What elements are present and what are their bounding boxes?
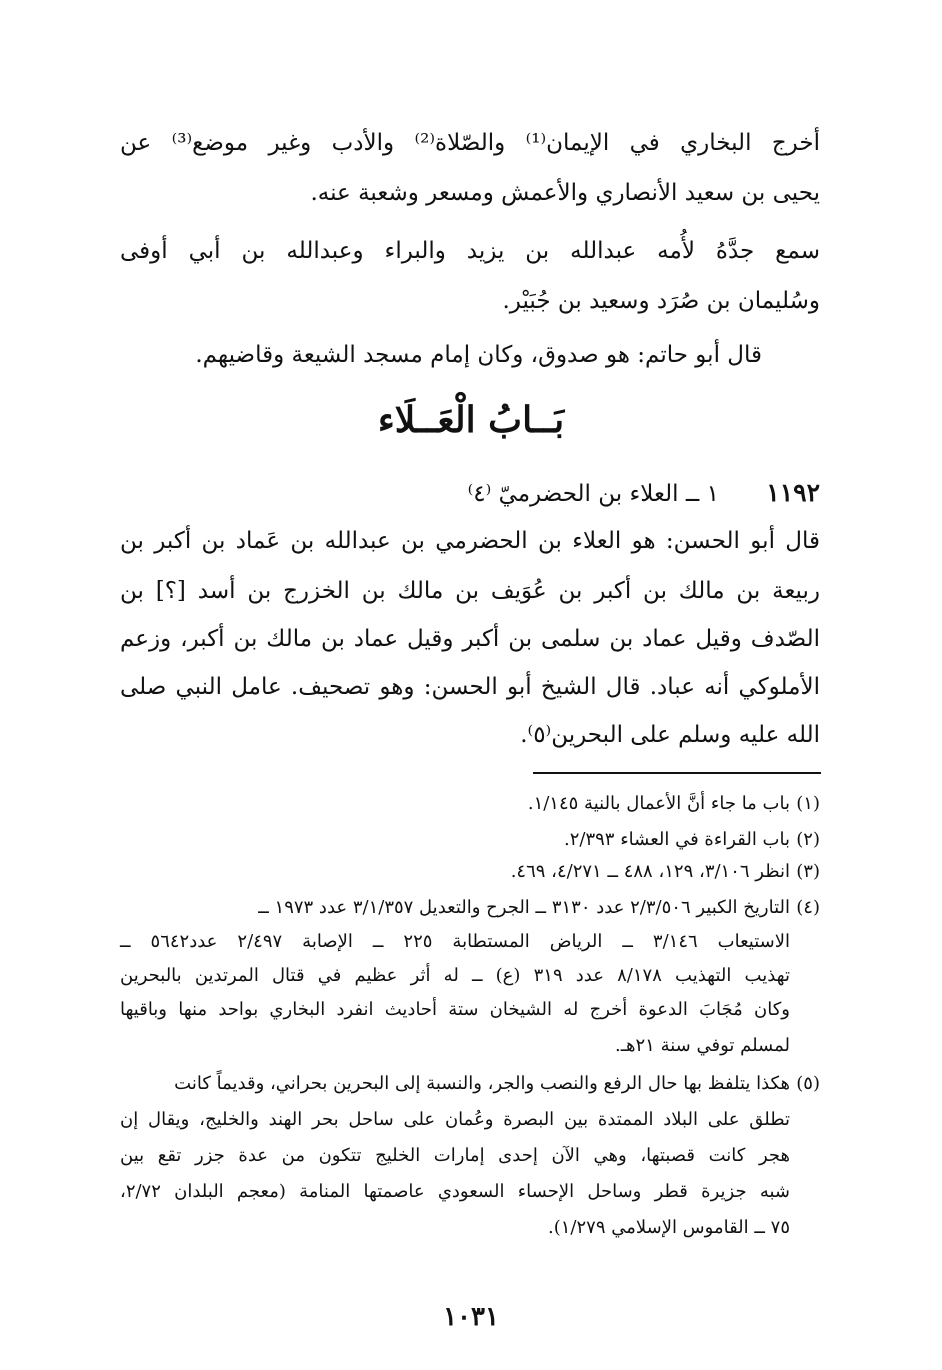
footnote-number: (٥): [796, 1073, 820, 1094]
footnote-text: باب ما جاء أنَّ الأعمال بالنية ١/١٤٥.: [527, 793, 790, 814]
footnote-text: تهذيب التهذيب ٨/١٧٨ عدد ٣١٩ (ع) ــ له أثر عظيم في قتال المرتدين بالبحرين: [120, 965, 790, 986]
footnote-text: هكذا يتلفظ بها حال الرفع والنصب والجر، والنسبة إلى البحرين بحراني، وقديماً كانت: [174, 1073, 790, 1094]
footnote-number: (٣): [796, 861, 820, 882]
footnote-text: تطلق على البلاد الممتدة بين البصرة وعُمان على ساحل بحر الهند والخليج، ويقال إن: [120, 1109, 790, 1130]
footnote: [120, 1072, 820, 1096]
body-line: سمع جدَّهُ لأُمه عبدالله بن يزيد والبراء وعبدالله بن أبي أوفى: [120, 238, 820, 264]
entry-line: قال أبو الحسن: هو العلاء بن الحضرمي بن عبدالله بن عَماد بن أكبر بن: [120, 528, 820, 554]
entry-line: الأملوكي أنه عباد. قال الشيخ أبو الحسن: وهو تصحيف. عامل النبي صلى: [120, 674, 820, 700]
footnote: [120, 792, 820, 816]
footnote-number: (١): [796, 793, 820, 814]
footnote-text: شبه جزيرة قطر وساحل الإحساء السعودي عاصمتها المنامة (معجم البلدان ٢/٧٢،: [120, 1181, 790, 1202]
footnote-text: انظر ٣/١٠٦، ١٢٩، ٤٨٨ ــ ٤/٢٧١، ٤٦٩.: [510, 861, 790, 882]
entry-line: الله عليه وسلم على البحرين⁽٥⁾.: [520, 722, 820, 748]
entry-line: ربيعة بن مالك بن أكبر بن عُوَيف بن مالك بن الخزرج بن أسد [؟] بن: [120, 578, 820, 604]
body-line: وسُليمان بن صُرَد وسعيد بن جُبَيْر.: [502, 288, 820, 314]
footnote-text: باب القراءة في العشاء ٢/٣٩٣.: [563, 829, 790, 850]
footnote-number: (٤): [796, 897, 820, 918]
body-line: أخرج البخاري في الإيمان⁽¹⁾ والصّلاة⁽²⁾ والأدب وغير موضع⁽³⁾ عن: [120, 130, 820, 156]
footnote: [120, 896, 820, 920]
entry-line: الصّدف وقيل عماد بن سلمى بن أكبر وقيل عماد بن مالك بن أكبر، وزعم: [120, 626, 820, 652]
footnote: [120, 828, 820, 852]
entry-title: ١ ــ العلاء بن الحضرميّ ⁽٤⁾: [467, 481, 719, 507]
entry-heading: [120, 478, 820, 509]
entry-number: ١١٩٢: [766, 478, 820, 507]
footnote-text: التاريخ الكبير ٢/٣/٥٠٦ عدد ٣١٣٠ ــ الجرح والتعديل ٣/١/٣٥٧ عدد ١٩٧٣ ــ: [258, 897, 790, 918]
footnote-number: (٢): [796, 829, 820, 850]
footnote-text: هجر كانت قصبتها، وهي الآن إحدى إمارات الخليج تتكون من عدة جزر تقع بين: [120, 1145, 790, 1166]
footnote-separator: [533, 772, 821, 774]
footnote-text: ٧٥ ــ القاموس الإسلامي ١/٢٧٩).: [548, 1217, 790, 1238]
page-number: ١٠٣١: [443, 1302, 499, 1332]
body-line: يحيى بن سعيد الأنصاري والأعمش ومسعر وشعبة عنه.: [310, 180, 820, 206]
body-line: قال أبو حاتم: هو صدوق، وكان إمام مسجد الشيعة وقاضيهم.: [195, 342, 762, 368]
section-title: بَــابُ الْعَــلَاء: [377, 399, 565, 441]
footnote-text: وكان مُجَابَ الدعوة أخرج له الشيخان ستة أحاديث انفرد البخاري بواحد منها وباقيها: [120, 999, 790, 1020]
footnote-text: لمسلم توفي سنة ٢١هـ.: [615, 1035, 790, 1056]
footnote-text: الاستيعاب ٣/١٤٦ ــ الرياض المستطابة ٢٢٥ ــ الإصابة ٢/٤٩٧ عدد٥٦٤٢ ــ: [120, 931, 790, 952]
footnote: [120, 860, 820, 884]
